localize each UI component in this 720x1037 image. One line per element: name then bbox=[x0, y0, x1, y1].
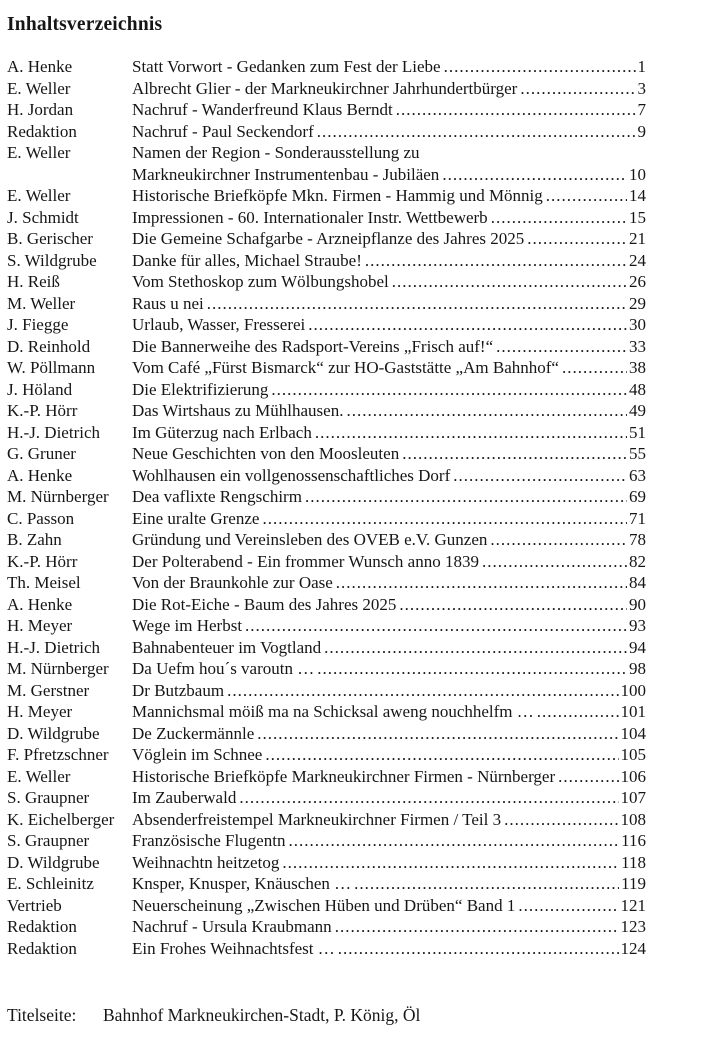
dot-leader bbox=[265, 744, 618, 766]
toc-page-number: 38 bbox=[629, 358, 646, 377]
toc-entry-title: Gründung und Vereinsleben des OVEB e.V. Gunzen bbox=[132, 530, 488, 549]
toc-page-number: 26 bbox=[629, 272, 646, 291]
dot-leader bbox=[317, 658, 627, 680]
dot-leader bbox=[496, 336, 627, 358]
toc-page-number: 101 bbox=[620, 702, 646, 721]
toc-entry-title: Wege im Herbst bbox=[132, 616, 243, 635]
toc-entry-title: Raus u nei bbox=[132, 293, 204, 313]
toc-page-number: 82 bbox=[629, 551, 646, 571]
toc bbox=[7, 56, 646, 959]
toc-entry-title: Albrecht Glier - der Markneukirchner Jahrhundertbürger bbox=[132, 78, 518, 98]
dot-leader bbox=[305, 486, 627, 508]
toc-row bbox=[7, 873, 646, 895]
toc-author: K.-P. Hörr bbox=[7, 551, 78, 571]
toc-row bbox=[7, 572, 646, 594]
toc-author: M. Weller bbox=[7, 293, 76, 313]
toc-author: J. Schmidt bbox=[7, 207, 79, 227]
dot-leader bbox=[324, 637, 627, 659]
toc-page-number: 116 bbox=[621, 831, 646, 850]
toc-author: Vertrieb bbox=[7, 895, 62, 915]
toc-row bbox=[7, 658, 646, 680]
toc-page-number: 98 bbox=[629, 659, 646, 678]
toc-row bbox=[7, 443, 646, 465]
dot-leader bbox=[245, 615, 627, 637]
dot-leader bbox=[227, 680, 618, 702]
toc-page-number: 24 bbox=[629, 250, 646, 270]
toc-author: Th. Meisel bbox=[7, 573, 81, 592]
toc-author: F. Pfretzschner bbox=[7, 745, 109, 764]
dot-leader bbox=[504, 809, 618, 831]
dot-leader bbox=[520, 78, 635, 100]
toc-author: H. Meyer bbox=[7, 702, 73, 721]
toc-author: H. Jordan bbox=[7, 100, 74, 119]
toc-entry-title: Nachruf - Paul Seckendorf bbox=[132, 121, 314, 141]
dot-leader bbox=[518, 895, 618, 917]
toc-row bbox=[7, 701, 646, 723]
toc-author: E. Weller bbox=[7, 78, 71, 98]
toc-author: H. Meyer bbox=[7, 616, 73, 635]
toc-row bbox=[7, 314, 646, 336]
page-title: Inhaltsverzeichnis bbox=[7, 14, 163, 35]
dot-leader bbox=[354, 873, 619, 895]
dot-leader bbox=[317, 121, 636, 143]
toc-entry-title: Die Gemeine Schafgarbe - Arzneipflanze des Jahres 2025 bbox=[132, 229, 525, 248]
toc-page-number: 3 bbox=[637, 78, 646, 98]
toc-author: Redaktion bbox=[7, 917, 77, 936]
toc-row bbox=[7, 551, 646, 573]
dot-leader bbox=[537, 701, 619, 723]
toc-entry-title: Danke für alles, Michael Straube! bbox=[132, 250, 362, 270]
toc-entry-title: Historische Briefköpfe Mkn. Firmen - Hammig und Mönnig bbox=[132, 186, 543, 205]
toc-author: E. Schleinitz bbox=[7, 874, 94, 893]
toc-author: S. Wildgrube bbox=[7, 250, 97, 270]
dot-leader bbox=[257, 723, 618, 745]
toc-row bbox=[7, 400, 646, 422]
toc-page-number: 7 bbox=[637, 100, 646, 119]
title-page-note bbox=[7, 1004, 653, 1026]
toc-page-number: 71 bbox=[629, 508, 646, 528]
toc-author: A. Henke bbox=[7, 57, 73, 76]
dot-leader bbox=[562, 357, 627, 379]
dot-leader bbox=[491, 207, 627, 229]
toc-author: E. Weller bbox=[7, 766, 71, 786]
dot-leader bbox=[338, 938, 619, 960]
toc-row bbox=[7, 594, 646, 616]
toc-row bbox=[7, 809, 646, 831]
toc-page-number: 123 bbox=[620, 917, 646, 936]
toc-entry-title: Dea vaflixte Rengschirm bbox=[132, 487, 302, 506]
toc-row bbox=[7, 744, 646, 766]
toc-row bbox=[7, 938, 646, 960]
toc-row bbox=[7, 164, 646, 186]
toc-page-number: 51 bbox=[629, 422, 646, 442]
toc-author: H. Reiß bbox=[7, 272, 60, 291]
toc-page-number: 29 bbox=[629, 293, 646, 313]
toc-author: E. Weller bbox=[7, 143, 71, 162]
toc-entry-title: Die Elektrifizierung bbox=[132, 379, 269, 399]
dot-leader bbox=[453, 465, 627, 487]
toc-author: H.-J. Dietrich bbox=[7, 422, 101, 442]
title-page-note-label: Titelseite: bbox=[7, 1005, 77, 1025]
toc-entry-title: Vöglein im Schnee bbox=[132, 745, 263, 764]
dot-leader bbox=[262, 508, 627, 530]
toc-row bbox=[7, 895, 646, 917]
toc-page-number: 121 bbox=[620, 895, 646, 915]
toc-page-number: 69 bbox=[629, 487, 646, 506]
toc-entry-title: De Zuckermännle bbox=[132, 723, 255, 743]
toc-row bbox=[7, 637, 646, 659]
toc-page-number: 48 bbox=[629, 379, 646, 399]
toc-author: D. Wildgrube bbox=[7, 723, 100, 743]
toc-row bbox=[7, 680, 646, 702]
toc-entry-title: Bahnabenteuer im Vogtland bbox=[132, 637, 322, 657]
toc-author: A. Henke bbox=[7, 465, 73, 485]
toc-row bbox=[7, 852, 646, 874]
toc-author: D. Reinhold bbox=[7, 336, 91, 356]
dot-leader bbox=[558, 766, 618, 788]
toc-row bbox=[7, 486, 646, 508]
toc-entry-title: Weihnachtn heitzetog bbox=[132, 852, 280, 872]
dot-leader bbox=[207, 293, 627, 315]
toc-row bbox=[7, 121, 646, 143]
toc-row bbox=[7, 723, 646, 745]
toc-entry-title: Wohlhausen ein vollgenossenschaftliches Dorf bbox=[132, 465, 451, 485]
toc-page-number: 15 bbox=[629, 207, 646, 227]
toc-row bbox=[7, 271, 646, 293]
toc-entry-title: Die Rot-Eiche - Baum des Jahres 2025 bbox=[132, 594, 397, 614]
toc-author: S. Graupner bbox=[7, 788, 90, 807]
dot-leader bbox=[442, 164, 627, 186]
toc-row bbox=[7, 207, 646, 229]
toc-entry-title: Neuerscheinung „Zwischen Hüben und Drüben“ Band 1 bbox=[132, 895, 516, 915]
toc-page-number: 124 bbox=[620, 938, 646, 958]
toc-row bbox=[7, 830, 646, 852]
dot-leader bbox=[239, 787, 618, 809]
toc-author: G. Gruner bbox=[7, 444, 76, 463]
toc-page-number: 94 bbox=[629, 637, 646, 657]
dot-leader bbox=[402, 443, 627, 465]
toc-entry-title: Urlaub, Wasser, Fresserei bbox=[132, 315, 306, 334]
toc-entry-title: Statt Vorwort - Gedanken zum Fest der Liebe bbox=[132, 57, 441, 76]
toc-entry-title: Da Uefm hou´s varoutn … bbox=[132, 659, 315, 678]
toc-page-number: 118 bbox=[621, 852, 646, 872]
toc-entry-title: Markneukirchner Instrumentenbau - Jubiläen bbox=[132, 164, 440, 184]
toc-entry-title: Historische Briefköpfe Markneukirchner Firmen - Nürnberger bbox=[132, 766, 556, 786]
toc-author: M. Nürnberger bbox=[7, 487, 109, 506]
toc-page-number: 90 bbox=[629, 594, 646, 614]
toc-entry-title: Knsper, Knusper, Knäuschen … bbox=[132, 874, 352, 893]
toc-row bbox=[7, 615, 646, 637]
toc-author: C. Passon bbox=[7, 508, 75, 528]
dot-leader bbox=[527, 228, 627, 250]
toc-page-number: 93 bbox=[629, 616, 646, 635]
dot-leader bbox=[482, 551, 627, 573]
toc-page-number: 14 bbox=[629, 186, 646, 205]
toc-page-number: 9 bbox=[637, 121, 646, 141]
toc-row bbox=[7, 293, 646, 315]
dot-leader bbox=[396, 99, 636, 121]
dot-leader bbox=[315, 422, 627, 444]
toc-author: W. Pöllmann bbox=[7, 358, 96, 377]
toc-row bbox=[7, 508, 646, 530]
dot-leader bbox=[365, 250, 627, 272]
toc-row bbox=[7, 787, 646, 809]
toc-page-number: 30 bbox=[629, 315, 646, 334]
toc-row bbox=[7, 99, 646, 121]
toc-entry-title: Vom Stethoskop zum Wölbungshobel bbox=[132, 272, 389, 291]
toc-page-number: 106 bbox=[620, 766, 646, 786]
toc-row bbox=[7, 357, 646, 379]
dot-leader bbox=[546, 185, 627, 207]
toc-page-number: 49 bbox=[629, 401, 646, 420]
toc-entry-title: Im Zauberwald bbox=[132, 788, 237, 807]
dot-leader bbox=[399, 594, 627, 616]
toc-page-number: 78 bbox=[629, 530, 646, 549]
toc-row bbox=[7, 228, 646, 250]
toc-author: E. Weller bbox=[7, 186, 71, 205]
toc-row bbox=[7, 142, 646, 164]
toc-page-number: 63 bbox=[629, 465, 646, 485]
dot-leader bbox=[271, 379, 627, 401]
toc-page-number: 21 bbox=[629, 229, 646, 248]
title-page-note-text: Bahnhof Markneukirchen-Stadt, P. König, Öl bbox=[103, 1005, 421, 1025]
toc-page-number: 10 bbox=[629, 164, 646, 184]
toc-entry-title: Von der Braunkohle zur Oase bbox=[132, 573, 333, 592]
dot-leader bbox=[490, 529, 627, 551]
dot-leader bbox=[308, 314, 627, 336]
dot-leader bbox=[346, 400, 627, 422]
toc-author: K.-P. Hörr bbox=[7, 401, 78, 420]
toc-entry-title: Impressionen - 60. Internationaler Instr. Wettbewerb bbox=[132, 207, 488, 227]
toc-row bbox=[7, 336, 646, 358]
toc-author: J. Höland bbox=[7, 379, 73, 399]
dot-leader bbox=[288, 830, 619, 852]
toc-row bbox=[7, 56, 646, 78]
toc-author: S. Graupner bbox=[7, 831, 90, 850]
toc-entry-title: Im Güterzug nach Erlbach bbox=[132, 422, 312, 442]
toc-row bbox=[7, 379, 646, 401]
toc-row bbox=[7, 529, 646, 551]
toc-page-number: 84 bbox=[629, 573, 646, 592]
dot-leader bbox=[335, 916, 619, 938]
toc-entry-title: Mannichsmal möiß ma na Schicksal aweng nouchhelfm … bbox=[132, 702, 534, 721]
toc-author: J. Fiegge bbox=[7, 315, 69, 334]
toc-entry-title: Nachruf - Wanderfreund Klaus Berndt bbox=[132, 100, 393, 119]
toc-author: D. Wildgrube bbox=[7, 852, 100, 872]
toc-entry-title: Der Polterabend - Ein frommer Wunsch anno 1839 bbox=[132, 551, 479, 571]
toc-author: Redaktion bbox=[7, 938, 77, 958]
toc-page-number: 108 bbox=[620, 809, 646, 829]
toc-entry-title: Die Bannerweihe des Radsport-Vereins „Frisch auf!“ bbox=[132, 336, 494, 356]
toc-author: H.-J. Dietrich bbox=[7, 637, 101, 657]
dot-leader bbox=[282, 852, 619, 874]
toc-page-number: 55 bbox=[629, 444, 646, 463]
toc-entry-title: Französische Flugentn bbox=[132, 831, 286, 850]
toc-entry-title: Vom Café „Fürst Bismarck“ zur HO-Gaststätte „Am Bahnhof“ bbox=[132, 358, 559, 377]
toc-row bbox=[7, 422, 646, 444]
toc-row bbox=[7, 250, 646, 272]
toc-row bbox=[7, 916, 646, 938]
toc-page-number: 119 bbox=[621, 874, 646, 893]
toc-page-number: 33 bbox=[629, 336, 646, 356]
toc-row bbox=[7, 78, 646, 100]
toc-entry-title: Absenderfreistempel Markneukirchner Firmen / Teil 3 bbox=[132, 809, 502, 829]
toc-author: K. Eichelberger bbox=[7, 809, 115, 829]
toc-entry-title: Nachruf - Ursula Kraubmann bbox=[132, 917, 332, 936]
toc-entry-title: Eine uralte Grenze bbox=[132, 508, 260, 528]
toc-entry-title: Namen der Region - Sonderausstellung zu bbox=[132, 143, 420, 162]
toc-page-number: 105 bbox=[620, 745, 646, 764]
toc-author: A. Henke bbox=[7, 594, 73, 614]
toc-entry-title: Das Wirtshaus zu Mühlhausen. bbox=[132, 401, 344, 420]
toc-author: Redaktion bbox=[7, 121, 77, 141]
toc-entry-title: Neue Geschichten von den Moosleuten bbox=[132, 444, 400, 463]
toc-row bbox=[7, 766, 646, 788]
toc-author: M. Gerstner bbox=[7, 680, 90, 700]
toc-page-number: 1 bbox=[637, 57, 646, 76]
toc-entry-title: Dr Butzbaum bbox=[132, 680, 225, 700]
toc-page-number: 107 bbox=[620, 788, 646, 807]
toc-page-number: 100 bbox=[620, 680, 646, 700]
toc-entry-title: Ein Frohes Weihnachtsfest … bbox=[132, 938, 335, 958]
dot-leader bbox=[392, 271, 627, 293]
toc-author: B. Zahn bbox=[7, 530, 62, 549]
toc-row bbox=[7, 465, 646, 487]
toc-page-number: 104 bbox=[620, 723, 646, 743]
dot-leader bbox=[444, 56, 636, 78]
dot-leader bbox=[336, 572, 627, 594]
toc-author: B. Gerischer bbox=[7, 229, 93, 248]
toc-author: M. Nürnberger bbox=[7, 659, 109, 678]
toc-row bbox=[7, 185, 646, 207]
